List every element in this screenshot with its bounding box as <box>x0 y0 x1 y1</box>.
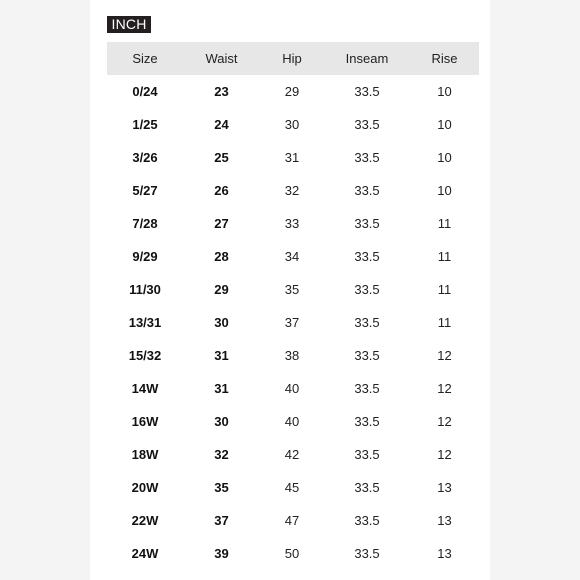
cell-waist: 26 <box>214 183 229 198</box>
cell-size: 15/32 <box>128 348 162 363</box>
cell-inseam: 33.5 <box>354 117 380 132</box>
cell-hip: 34 <box>284 249 300 264</box>
cell-inseam: 33.5 <box>354 315 380 330</box>
cell-size: 24W <box>131 546 159 561</box>
cell-rise: 10 <box>437 150 452 165</box>
cell-rise: 12 <box>437 447 452 462</box>
cell-inseam: 33.5 <box>354 249 380 264</box>
cell-inseam: 33.5 <box>354 348 380 363</box>
table-row <box>107 75 479 108</box>
cell-hip: 40 <box>284 381 300 396</box>
cell-size: 16W <box>131 414 159 429</box>
cell-waist: 31 <box>214 348 229 363</box>
cell-rise: 11 <box>437 216 452 231</box>
size-chart-table <box>107 42 479 570</box>
cell-rise: 11 <box>437 282 452 297</box>
cell-hip: 33 <box>284 216 300 231</box>
cell-rise: 12 <box>437 381 452 396</box>
cell-rise: 12 <box>437 348 452 363</box>
cell-waist: 31 <box>214 381 229 396</box>
table-body <box>107 75 479 570</box>
table-row <box>107 339 479 372</box>
cell-size: 13/31 <box>128 315 162 330</box>
table-row <box>107 405 479 438</box>
cell-waist: 30 <box>214 414 229 429</box>
cell-waist: 28 <box>214 249 229 264</box>
cell-hip: 31 <box>284 150 300 165</box>
cell-waist: 25 <box>214 150 229 165</box>
cell-waist: 37 <box>214 513 229 528</box>
cell-rise: 10 <box>437 117 452 132</box>
cell-inseam: 33.5 <box>354 447 380 462</box>
header-inseam: Inseam <box>324 42 410 75</box>
cell-inseam: 33.5 <box>354 513 380 528</box>
cell-size: 22W <box>131 513 159 528</box>
cell-size: 9/29 <box>132 249 158 264</box>
cell-size: 20W <box>131 480 159 495</box>
cell-size: 11/30 <box>129 282 161 297</box>
header-rise: Rise <box>410 42 479 75</box>
cell-inseam: 33.5 <box>354 282 380 297</box>
table-row <box>107 108 479 141</box>
cell-hip: 35 <box>284 282 300 297</box>
cell-inseam: 33.5 <box>354 216 380 231</box>
cell-waist: 30 <box>214 315 229 330</box>
cell-hip: 40 <box>284 414 300 429</box>
table-row <box>107 240 479 273</box>
cell-waist: 24 <box>214 117 229 132</box>
cell-hip: 38 <box>284 348 300 363</box>
cell-hip: 37 <box>284 315 300 330</box>
cell-waist: 39 <box>214 546 229 561</box>
cell-inseam: 33.5 <box>354 546 380 561</box>
cell-waist: 27 <box>214 216 229 231</box>
cell-waist: 23 <box>214 84 229 99</box>
cell-rise: 10 <box>437 183 452 198</box>
cell-rise: 10 <box>437 84 452 99</box>
cell-hip: 29 <box>284 84 300 99</box>
table-row <box>107 174 479 207</box>
cell-hip: 32 <box>284 183 300 198</box>
table-row <box>107 537 479 570</box>
cell-inseam: 33.5 <box>354 150 380 165</box>
cell-waist: 29 <box>214 282 229 297</box>
table-row <box>107 141 479 174</box>
cell-waist: 35 <box>214 480 229 495</box>
cell-hip: 45 <box>284 480 300 495</box>
cell-size: 0/24 <box>132 84 158 99</box>
cell-size: 18W <box>131 447 159 462</box>
cell-hip: 47 <box>284 513 300 528</box>
cell-size: 3/26 <box>132 150 158 165</box>
header-waist: Waist <box>183 42 260 75</box>
cell-rise: 12 <box>437 414 452 429</box>
cell-rise: 11 <box>437 315 452 330</box>
table-row <box>107 273 479 306</box>
cell-rise: 13 <box>437 480 452 495</box>
header-hip: Hip <box>260 42 324 75</box>
table-row <box>107 438 479 471</box>
cell-size: 14W <box>131 381 159 396</box>
unit-label-badge: INCH <box>107 16 151 33</box>
table-row <box>107 306 479 339</box>
cell-inseam: 33.5 <box>354 414 380 429</box>
cell-inseam: 33.5 <box>354 183 380 198</box>
table-header <box>107 42 479 75</box>
header-row <box>107 42 479 75</box>
cell-hip: 50 <box>284 546 300 561</box>
table-row <box>107 372 479 405</box>
cell-size: 5/27 <box>132 183 158 198</box>
cell-size: 7/28 <box>132 216 158 231</box>
cell-inseam: 33.5 <box>354 381 380 396</box>
table-row <box>107 504 479 537</box>
cell-hip: 42 <box>284 447 300 462</box>
cell-waist: 32 <box>214 447 229 462</box>
cell-inseam: 33.5 <box>354 480 380 495</box>
cell-rise: 13 <box>437 513 452 528</box>
header-size: Size <box>107 42 183 75</box>
table-row <box>107 207 479 240</box>
cell-inseam: 33.5 <box>354 84 380 99</box>
cell-hip: 30 <box>284 117 300 132</box>
cell-rise: 13 <box>437 546 452 561</box>
table-row <box>107 471 479 504</box>
cell-size: 1/25 <box>132 117 158 132</box>
cell-rise: 11 <box>437 249 452 264</box>
